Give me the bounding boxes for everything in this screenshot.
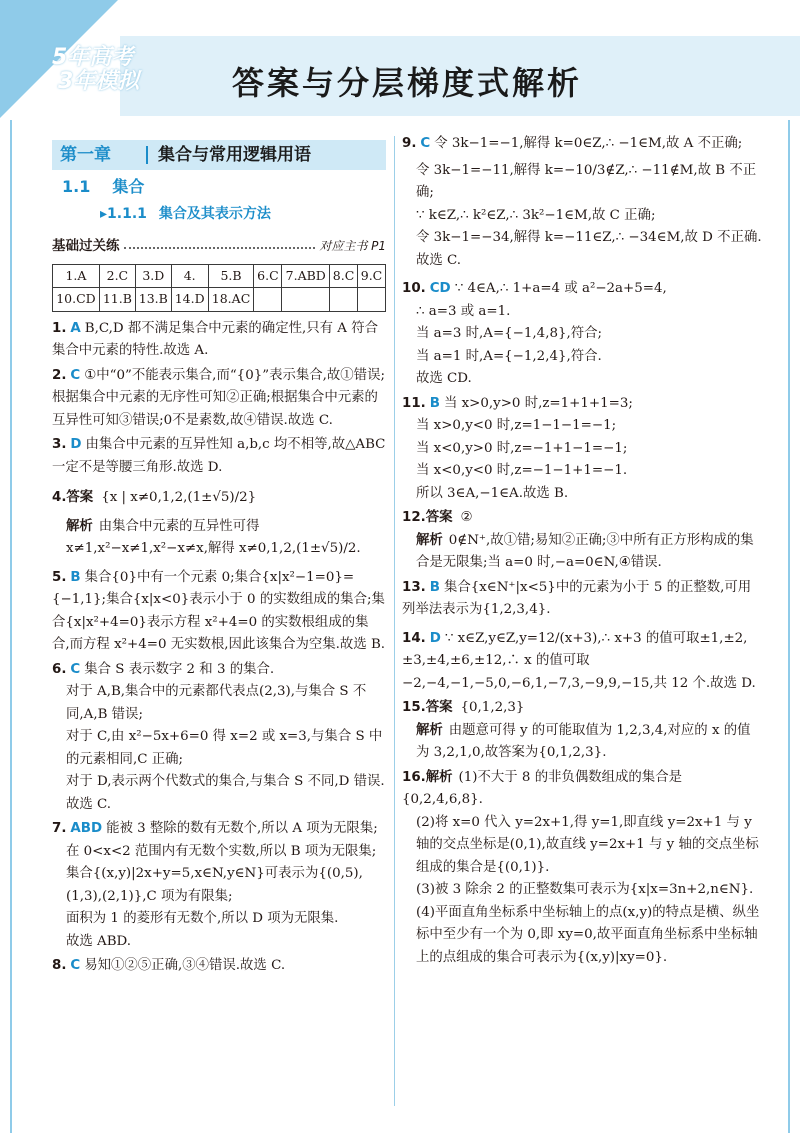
series-logo — [52, 46, 139, 94]
drill-ref: 对应主书 P1 — [319, 239, 386, 253]
chapter-bar — [146, 146, 148, 164]
subsection-name: 集合及其表示方法 — [158, 205, 271, 222]
analysis-label: 解析 — [425, 769, 453, 785]
q-line: 故选 CD. — [416, 371, 472, 386]
q15 — [402, 697, 762, 765]
analysis-label: 解析 — [416, 532, 443, 548]
q5 — [52, 567, 386, 657]
q-line: 令 3k−1=−11,解得 k=−10/3∉Z,∴ −11∉M,故 B 不正确; — [416, 162, 757, 200]
chapter-name: 集合与常用逻辑用语 — [158, 144, 311, 165]
left-column — [52, 140, 386, 978]
q-line: 对于 C,由 x²−5x+6=0 得 x=2 或 x=3,与集合 S 中的元素相同,C 正确; — [66, 729, 383, 767]
q-line: 所以 3∈A,−1∈A.故选 B. — [416, 485, 569, 501]
q4 — [52, 487, 386, 561]
answer-cell: 6.C — [254, 264, 282, 288]
q-line: ∴ a=3 或 a=1. — [416, 303, 511, 319]
q-letter: ABD — [70, 821, 103, 836]
q-text: 易知①②⑤正确,③④错误.故选 C. — [84, 958, 286, 973]
q-line: 对于 D,表示两个代数式的集合,与集合 S 不同,D 错误.故选 C. — [66, 774, 385, 812]
q-letter: A — [70, 320, 81, 336]
q8 — [52, 955, 386, 978]
answer-row-1 — [53, 264, 386, 288]
answer-cell: 3.D — [135, 264, 171, 288]
drill-dots — [124, 247, 316, 249]
q-number: 9. — [402, 136, 417, 151]
q-number: 15. — [402, 700, 426, 715]
subsection-number: ▸1.1.1 — [100, 205, 147, 222]
q9 — [402, 133, 762, 272]
q-number: 11. — [402, 395, 426, 411]
q-analysis — [402, 530, 762, 575]
q-number: 5. — [52, 569, 67, 585]
q-line: (3)被 3 除余 2 的正整数集可表示为{x|x=3n+2,n∈N}. — [416, 882, 754, 897]
drill-header — [52, 235, 386, 258]
answer-cell: 11.B — [99, 288, 135, 312]
q-letter: D — [70, 437, 82, 452]
q11 — [402, 393, 762, 506]
q-line: 令 3k−1=−34,解得 k=−11∈Z,∴ −34∈M,故 D 不正确.故选 C. — [416, 230, 762, 268]
q10 — [402, 278, 762, 391]
q-line: 对于 A,B,集合中的元素都代表点(2,3),与集合 S 不同,A,B 错误; — [66, 684, 367, 722]
q13 — [402, 577, 762, 622]
answer-cell-empty — [358, 288, 386, 312]
q-line: 令 3k−1=−1,解得 k=0∈Z,∴ −1∈M,故 A 不正确; — [434, 136, 743, 151]
q-text: ①中“0”不能表示集合,而“{0}”表示集合,故①错误;根据集合中元素的无序性可知②正确;根据集合中元素的互异性可知③错误;0不是素数,故④错误.故选 C. — [52, 367, 385, 428]
q-text: 集合{x∈N⁺|x<5}中的元素为小于 5 的正整数,可用列举法表示为{1,2,3,4}. — [402, 579, 752, 617]
q-line: 故选 ABD. — [66, 933, 132, 949]
q-text: ∵ x∈Z,y∈Z,y=12/(x+3),∴ x+3 的值可取±1,±2,±3,±4,±6,±12,∴ x 的值可取−2,−4,−1,−5,0,−6,1,−7,3,−9,9,−15,共 12 个.故选 D. — [402, 630, 756, 691]
q-letter: C — [420, 136, 431, 151]
analysis-label: 解析 — [416, 722, 443, 738]
analysis-text: 由题意可得 y 的可能取值为 1,2,3,4,对应的 x 的值为 3,2,1,0,故答案为{0,1,2,3}. — [416, 722, 751, 760]
answer-cell: 9.C — [358, 264, 386, 288]
right-column — [402, 131, 762, 969]
logo-line-1: 5年高考 — [52, 45, 134, 70]
q-number: 3. — [52, 437, 67, 452]
answer-cell: 18.AC — [208, 288, 254, 312]
q-number: 10. — [402, 281, 426, 296]
q-letter: D — [429, 630, 441, 646]
q-line: (4)平面直角坐标系中坐标轴上的点(x,y)的特点是横、纵坐标中至少有一个为 0,即 xy=0,故平面直角坐标系中坐标轴上的点组成的集合可表示为{(x,y)|xy=0}. — [416, 904, 760, 965]
q-text: B,C,D 都不满足集合中元素的确定性,只有 A 符合集合中元素的特性.故选 A. — [52, 320, 378, 358]
answer-cell-empty — [254, 288, 282, 312]
q-analysis — [52, 516, 386, 561]
answer-cell: 4. — [171, 264, 208, 288]
analysis-label: 解析 — [66, 518, 93, 534]
q-line: 在 0<x<2 范围内有无数个实数,所以 B 项为无限集; — [66, 843, 377, 859]
q-line: ∵ k∈Z,∴ k²∈Z,∴ 3k²−1∈M,故 C 正确; — [416, 207, 656, 223]
q-line: 面积为 1 的菱形有无数个,所以 D 项为无限集. — [66, 911, 339, 926]
q-answer: {0,1,2,3} — [460, 700, 525, 715]
q-text: 集合{0}中有一个元素 0;集合{x|x²−1=0}={−1,1};集合{x|x<0}表示小于 0 的实数组成的集合;集合{x|x²+4=0}表示方程 x²+4=0 的实数根组成的集合,而方程 x²+4=0 无实数根,因此该集合为空集.故选 B. — [52, 569, 386, 652]
section-name: 集合 — [112, 177, 145, 196]
q-answer: {x | x≠0,1,2,(1±√5)/2} — [101, 490, 257, 505]
q-number: 12. — [402, 510, 426, 525]
q-number: 6. — [52, 661, 67, 677]
q6 — [52, 659, 386, 817]
subsection-heading — [100, 203, 386, 226]
q-line: 当 x>0,y>0 时,z=1+1+1=3; — [443, 395, 633, 411]
analysis-text: 由集合中元素的互异性可得 x≠1,x²−x≠1,x²−x≠x,解得 x≠0,1,2,(1±√5)/2. — [66, 518, 361, 556]
q-answer-label: 答案 — [425, 700, 453, 715]
q-line: 当 x>0,y<0 时,z=1−1−1=−1; — [416, 418, 617, 433]
answer-cell: 13.B — [135, 288, 171, 312]
q-number: 16. — [402, 769, 426, 785]
q-number: 2. — [52, 367, 67, 383]
q2 — [52, 365, 386, 433]
section-number: 1.1 — [62, 177, 91, 196]
column-divider — [394, 136, 395, 1106]
q-answer-label: 答案 — [425, 510, 453, 525]
q-number: 7. — [52, 821, 67, 836]
q3 — [52, 434, 386, 479]
q-letter: C — [70, 367, 81, 383]
q-text: 能被 3 整除的数有无数个,所以 A 项为无限集; — [106, 821, 378, 836]
answer-cell: 7.ABD — [282, 264, 330, 288]
answer-cell: 10.CD — [53, 288, 100, 312]
q-number: 13. — [402, 579, 426, 595]
q16 — [402, 767, 762, 970]
section-heading — [62, 176, 386, 199]
q1 — [52, 318, 386, 363]
q12 — [402, 507, 762, 575]
page-header — [0, 0, 800, 118]
q-line: 当 x<0,y>0 时,z=−1+1−1=−1; — [416, 440, 628, 456]
q-letter: B — [429, 579, 440, 595]
q-line: 当 a=3 时,A={−1,4,8},符合; — [416, 326, 603, 341]
answer-cell: 14.D — [171, 288, 208, 312]
page-title: 答案与分层梯度式解析 — [232, 64, 583, 102]
q-line: ∵ 4∈A,∴ 1+a=4 或 a²−2a+5=4, — [454, 281, 667, 296]
answer-cell: 8.C — [330, 264, 358, 288]
q-text: 由集合中元素的互异性知 a,b,c 均不相等,故△ABC 一定不是等腰三角形.故选 D. — [52, 437, 386, 475]
q-line: (2)将 x=0 代入 y=2x+1,得 y=1,即直线 y=2x+1 与 y 轴的交点坐标是(0,1),故直线 y=2x+1 与 y 轴的交点坐标组成的集合是{(0,1)}. — [416, 814, 759, 875]
q-answer: ② — [460, 510, 473, 525]
q-line: 集合{(x,y)|2x+y=5,x∈N,y∈N}可表示为{(0,5),(1,3),(2,1)},C 项为有限集; — [66, 866, 363, 904]
answer-cell-empty — [330, 288, 358, 312]
q-letter: CD — [429, 281, 451, 296]
answer-cell: 5.B — [208, 264, 254, 288]
q-number: 4. — [52, 490, 67, 505]
answer-row-2 — [53, 288, 386, 312]
chapter-number: 第一章 — [60, 144, 111, 165]
answer-cell: 1.A — [53, 264, 100, 288]
q-letter: C — [70, 958, 81, 973]
answer-table — [52, 264, 386, 312]
q-answer-label: 答案 — [66, 490, 94, 505]
logo-line-2: 3年模拟 — [58, 69, 140, 94]
q-text: 集合 S 表示数字 2 和 3 的集合. — [84, 661, 275, 677]
q-number: 14. — [402, 630, 426, 646]
q-number: 8. — [52, 958, 67, 973]
q-analysis — [402, 720, 762, 765]
chapter-heading — [52, 140, 386, 170]
answer-cell-empty — [282, 288, 330, 312]
answer-cell: 2.C — [99, 264, 135, 288]
q-line: (1)不大于 8 的非负偶数组成的集合是{0,2,4,6,8}. — [402, 769, 682, 807]
q-letter: B — [70, 569, 81, 585]
q-letter: B — [429, 395, 440, 411]
q-line: 当 x<0,y<0 时,z=−1−1+1=−1. — [416, 463, 628, 478]
q14 — [402, 628, 762, 696]
drill-label: 基础过关练 — [52, 238, 120, 254]
q-letter: C — [70, 661, 81, 677]
q-line: 当 a=1 时,A={−1,2,4},符合. — [416, 348, 602, 364]
q-number: 1. — [52, 320, 67, 336]
q7 — [52, 818, 386, 953]
analysis-text: 0∉N⁺,故①错;易知②正确;③中所有正方形构成的集合是无限集;当 a=0 时,−a=0∈N,④错误. — [416, 532, 754, 570]
